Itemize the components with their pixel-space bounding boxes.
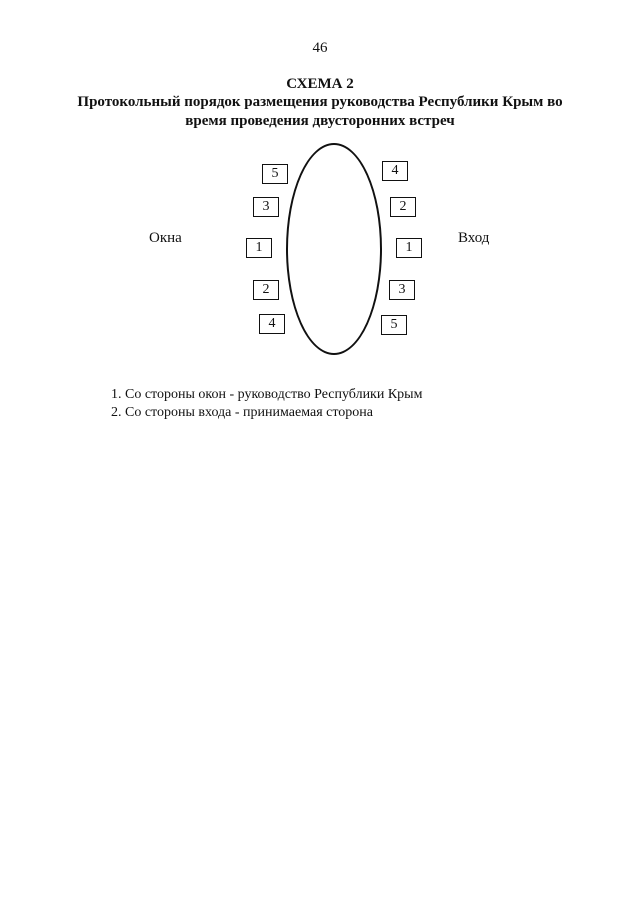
scheme-title: СХЕМА 2: [286, 76, 354, 92]
left-seat-5: 4: [259, 314, 285, 334]
left-seat-1: 5: [262, 164, 288, 184]
left-seat-4: 2: [253, 280, 279, 300]
note-item: 1. Со стороны окон - руководство Республики Крым: [111, 387, 423, 402]
right-seat-2: 2: [390, 197, 416, 217]
notes-list: [111, 386, 422, 422]
entrance-label: Вход: [458, 230, 490, 246]
right-seat-3: 1: [396, 238, 422, 258]
right-seat-5: 5: [381, 315, 407, 335]
left-seat-3: 1: [246, 238, 272, 258]
scheme-subtitle: Протокольный порядок размещения руководства Республики Крым во время проведения двусторонних встреч: [77, 94, 563, 129]
page-number: 46: [312, 40, 328, 56]
note-item: 2. Со стороны входа - принимаемая сторона: [111, 405, 373, 420]
meeting-table: [286, 143, 382, 355]
right-seat-1: 4: [382, 161, 408, 181]
windows-label: Окна: [149, 230, 182, 246]
right-seat-4: 3: [389, 280, 415, 300]
left-seat-2: 3: [253, 197, 279, 217]
